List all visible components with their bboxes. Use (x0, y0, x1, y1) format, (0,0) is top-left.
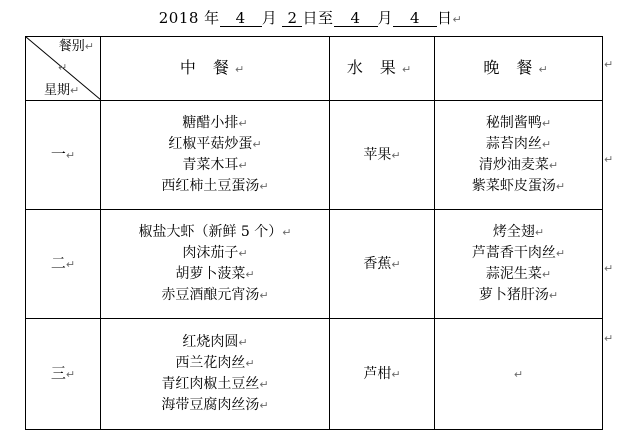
lunch-cell (101, 210, 330, 319)
title-end-month: 4 (334, 10, 378, 27)
dish-item: 肉沫茄子↵ (182, 245, 248, 261)
paragraph-mark: ↵ (513, 367, 524, 381)
title-start-month: 4 (220, 10, 262, 27)
lunch-cell (101, 101, 330, 210)
dish-item: 芦蒿香干肉丝↵ (471, 245, 566, 261)
dish-item: 紫菜虾皮蛋汤↵ (471, 178, 566, 194)
dish-item: 赤豆酒酿元宵汤↵ (161, 287, 269, 303)
row-end-mark: ↵ (604, 262, 614, 275)
dinner-cell (435, 319, 603, 430)
menu-table (25, 36, 603, 430)
dish-item: 胡萝卜菠菜↵ (175, 266, 255, 282)
header-lunch: 中 餐↵ (101, 37, 330, 101)
dish-item: 烤全翅↵ (492, 224, 545, 240)
row-end-mark: ↵ (604, 58, 614, 71)
row-end-mark: ↵ (604, 153, 614, 166)
title-day-char: 日 (437, 9, 453, 27)
title-month-char: 月 (261, 9, 278, 27)
header-dinner: 晚 餐↵ (435, 37, 603, 101)
day-cell: 一↵ (26, 101, 101, 210)
fruit-cell: 苹果↵ (330, 101, 435, 210)
fruit-cell: 芦柑↵ (330, 319, 435, 430)
header-fruit: 水 果↵ (330, 37, 435, 101)
title-middle: 日至 (302, 9, 334, 27)
paragraph-mark: ↵ (452, 13, 463, 26)
dish-item: 红椒平菇炒蛋↵ (168, 136, 262, 152)
header-row (26, 37, 603, 101)
dish-item: 清炒油麦菜↵ (478, 157, 559, 173)
title-year: 2018 年 (158, 9, 220, 27)
dish-item: 萝卜猪肝汤↵ (478, 287, 559, 303)
dish-item: 西兰花肉丝↵ (175, 355, 255, 371)
dish-item: 青菜木耳↵ (182, 157, 248, 173)
dish-item: 秘制酱鸭↵ (485, 115, 552, 131)
title-end-day: 4 (393, 10, 437, 27)
dish-item: 蒜苔肉丝↵ (485, 136, 552, 152)
title-month-char: 月 (377, 9, 394, 27)
corner-header-cell (26, 37, 101, 101)
paragraph-mark: ↵ (58, 61, 74, 74)
day-cell: 二↵ (26, 210, 101, 319)
dish-item: 海带豆腐肉丝汤↵ (161, 397, 269, 413)
corner-label-meal: 餐别↵ (58, 39, 94, 54)
dish-item: 红烧肉圆↵ (182, 334, 248, 350)
title-start-day: 2 (282, 10, 302, 27)
menu-title (0, 7, 621, 28)
fruit-cell: 香蕉↵ (330, 210, 435, 319)
dish-item: 糖醋小排↵ (182, 115, 248, 131)
day-row (26, 319, 603, 430)
corner-label-weekday: 星期↵ (44, 83, 80, 98)
row-end-mark: ↵ (604, 332, 614, 345)
dish-item: 青红肉椒土豆丝↵ (161, 376, 269, 392)
dinner-cell (435, 101, 603, 210)
day-row (26, 101, 603, 210)
dish-item: 蒜泥生菜↵ (485, 266, 552, 282)
day-row (26, 210, 603, 319)
dish-item: 椒盐大虾（新鲜 5 个）↵ (138, 224, 292, 240)
dinner-cell (435, 210, 603, 319)
dish-item: 西红柿土豆蛋汤↵ (161, 178, 269, 194)
lunch-cell (101, 319, 330, 430)
day-cell: 三↵ (26, 319, 101, 430)
